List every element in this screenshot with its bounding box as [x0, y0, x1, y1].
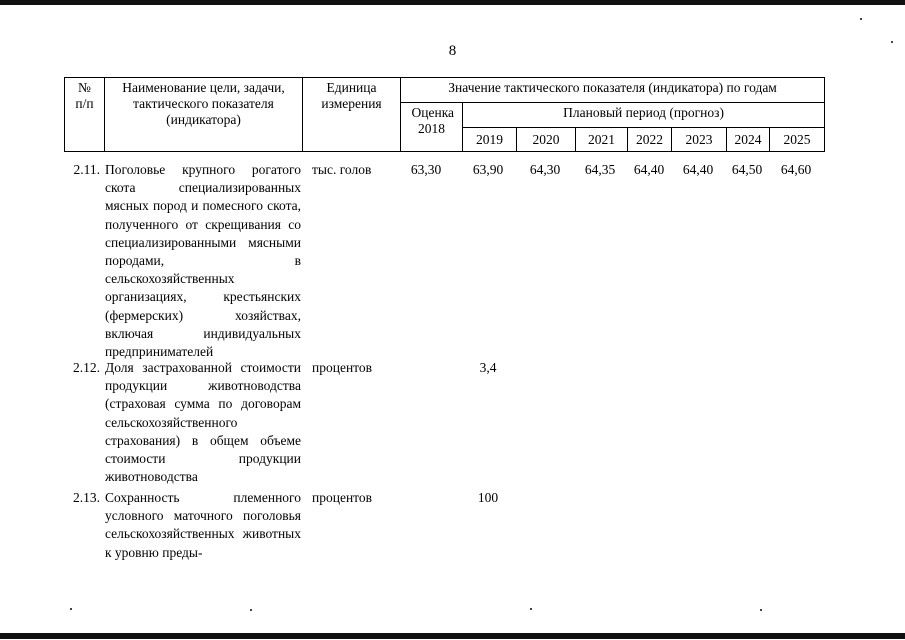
header-year-2025: 2025 [770, 128, 825, 152]
value-2021: 64,35 [584, 162, 616, 177]
value-2025: 64,60 [780, 162, 812, 177]
header-name-text: Наименование цели, задачи, тактического показателя (индикатора) [122, 80, 285, 127]
header-estimate [401, 103, 463, 152]
scan-speck [860, 18, 862, 20]
scan-speck [70, 608, 72, 610]
header-year-2023: 2023 [672, 128, 727, 152]
value-2024: 64,50 [731, 162, 763, 177]
row-number: 2.12. [73, 360, 100, 375]
row-name: Доля застрахованной стоимости продукции животноводства (страховая сумма по договорам сельскохозяйственного страхования) в общем объеме стоимости продукции животноводства [105, 360, 301, 485]
header-values-group: Значение тактического показателя (индикатора) по годам [401, 78, 825, 103]
header-year-2022: 2022 [628, 128, 672, 152]
top-border [0, 0, 905, 5]
value-estimate-2018: 63,30 [410, 162, 442, 177]
row-unit: процентов [312, 360, 373, 375]
row-name: Поголовье крупного рогатого скота специализированных мясных пород и помесного скота, полученного от скрещивания со специализированными мясными породами, в сельскохозяйственных организациях, крестьянских (фермерских) хозяйствах, включая индивидуальных предпринимателей [105, 162, 301, 360]
header-year-2024: 2024 [727, 128, 770, 152]
row-unit: тыс. голов [312, 162, 372, 177]
header-no: № п/п [65, 78, 105, 152]
value-2019: 3,4 [479, 360, 497, 375]
header-estimate-label: Оценка 2018 [411, 105, 455, 136]
scan-speck [250, 609, 252, 611]
scan-speck [530, 608, 532, 610]
header-plan-period: Плановый период (прогноз) [463, 103, 825, 128]
page-number: 8 [448, 43, 457, 59]
value-2019: 100 [477, 490, 499, 505]
value-2019: 63,90 [472, 162, 504, 177]
value-2023: 64,40 [682, 162, 714, 177]
row-name: Сохранность племенного условного маточного поголовья сельскохозяйственных животных к уровню преды- [105, 490, 301, 560]
header-unit [303, 78, 401, 152]
header-unit-text: Единица измерения [321, 80, 382, 111]
value-2022: 64,40 [633, 162, 665, 177]
header-year-2019: 2019 [463, 128, 517, 152]
row-number: 2.13. [73, 490, 100, 505]
row-number: 2.11. [73, 162, 100, 177]
header-year-2020: 2020 [517, 128, 576, 152]
bottom-border [0, 633, 905, 639]
table-header [64, 77, 825, 152]
scan-speck [891, 41, 893, 43]
header-year-2021: 2021 [576, 128, 628, 152]
value-2020: 64,30 [529, 162, 561, 177]
header-name [105, 78, 303, 152]
scan-speck [760, 609, 762, 611]
row-unit: процентов [312, 490, 373, 505]
